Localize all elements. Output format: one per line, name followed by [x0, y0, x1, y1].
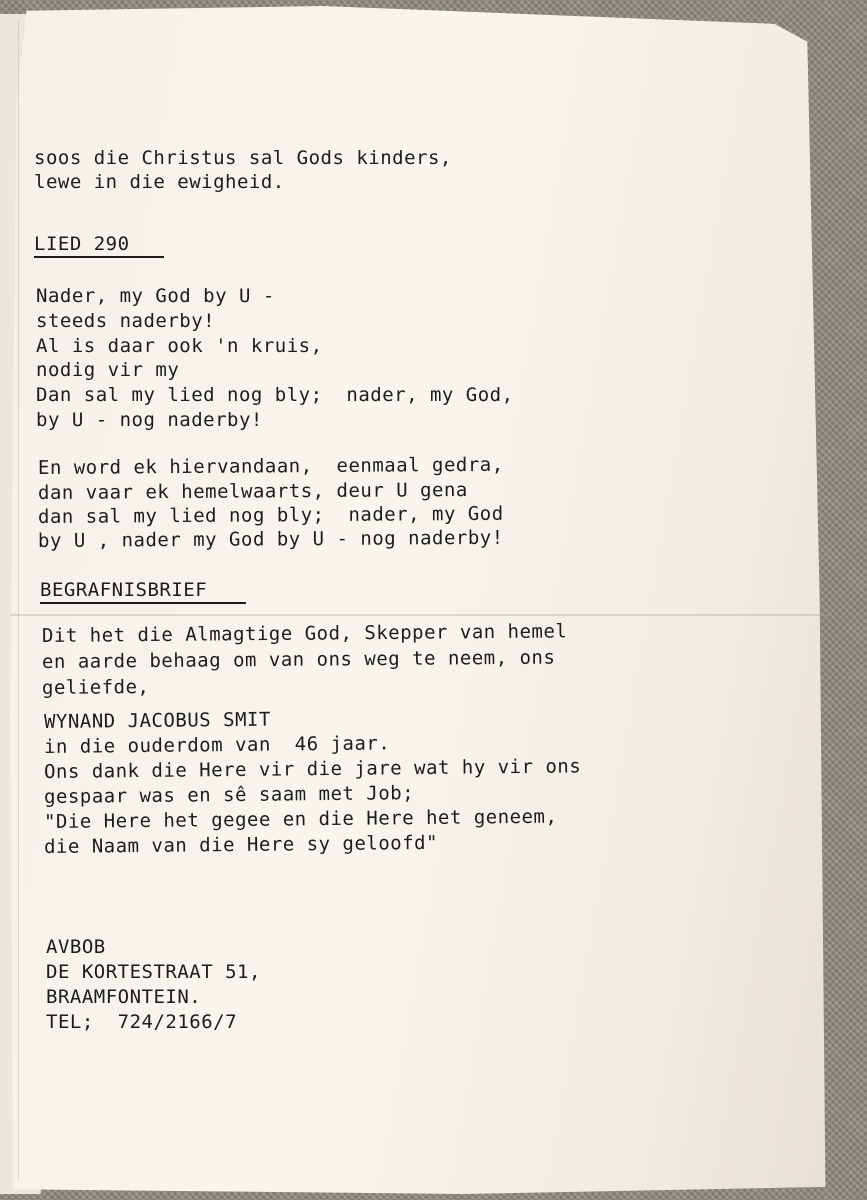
stanza1-line-1: Nader, my God by U - — [36, 285, 275, 307]
stanza2-line-1: En word ek hiervandaan, eenmaal gedra, — [37, 453, 504, 479]
hymn-title-underline — [34, 256, 164, 258]
letter-body-line-4: gespaar was en sê saam met Job; — [43, 782, 415, 808]
letter-body-line-6: die Naam van die Here sy geloofd" — [43, 831, 439, 858]
hymn-title: LIED 290 — [34, 233, 130, 255]
stanza1-line-4: nodig vir my — [36, 359, 180, 381]
stanza2-line-2: dan vaar ek hemelwaarts, deur U gena — [37, 478, 468, 504]
letter-body-line-5: "Die Here het gegee en die Here het geneem, — [43, 805, 558, 833]
address-company: AVBOB — [46, 936, 106, 958]
letter-opening-line-3: geliefde, — [41, 676, 150, 699]
letter-body-line-3: Ons dank die Here vir die jare wat hy vir ons — [43, 755, 582, 783]
stanza1-line-5: Dan sal my lied nog bly; nader, my God, — [36, 384, 514, 406]
stanza1-line-6: by U - nog naderby! — [36, 409, 263, 431]
letter-title-underline — [40, 602, 246, 604]
stanza1-line-3: Al is daar ook 'n kruis, — [36, 335, 323, 357]
typed-document — [34, 0, 814, 1200]
address-telephone: TEL; 724/2166/7 — [46, 1011, 238, 1033]
letter-opening-line-1: Dit het die Almagtige God, Skepper van hemel — [41, 620, 568, 647]
address-city: BRAAMFONTEIN. — [46, 986, 202, 1008]
stanza1-line-2: steeds naderby! — [36, 310, 216, 332]
stanza2-line-4: by U , nader my God by U - nog naderby! — [37, 526, 504, 552]
intro-line-1: soos die Christus sal Gods kinders, — [34, 147, 452, 169]
deceased-name: WYNAND JACOBUS SMIT — [43, 708, 271, 733]
letter-title: BEGRAFNISBRIEF — [40, 579, 208, 601]
intro-line-2: lewe in die ewigheid. — [34, 171, 285, 193]
address-street: DE KORTESTRAAT 51, — [46, 961, 261, 983]
vertical-fold-crease — [18, 20, 19, 1180]
letter-body-line-2: in die ouderdom van 46 jaar. — [43, 732, 391, 758]
letter-opening-line-2: en aarde behaag om van ons weg te neem, ons — [41, 646, 556, 673]
stanza2-line-3: dan sal my lied nog bly; nader, my God — [37, 502, 504, 528]
